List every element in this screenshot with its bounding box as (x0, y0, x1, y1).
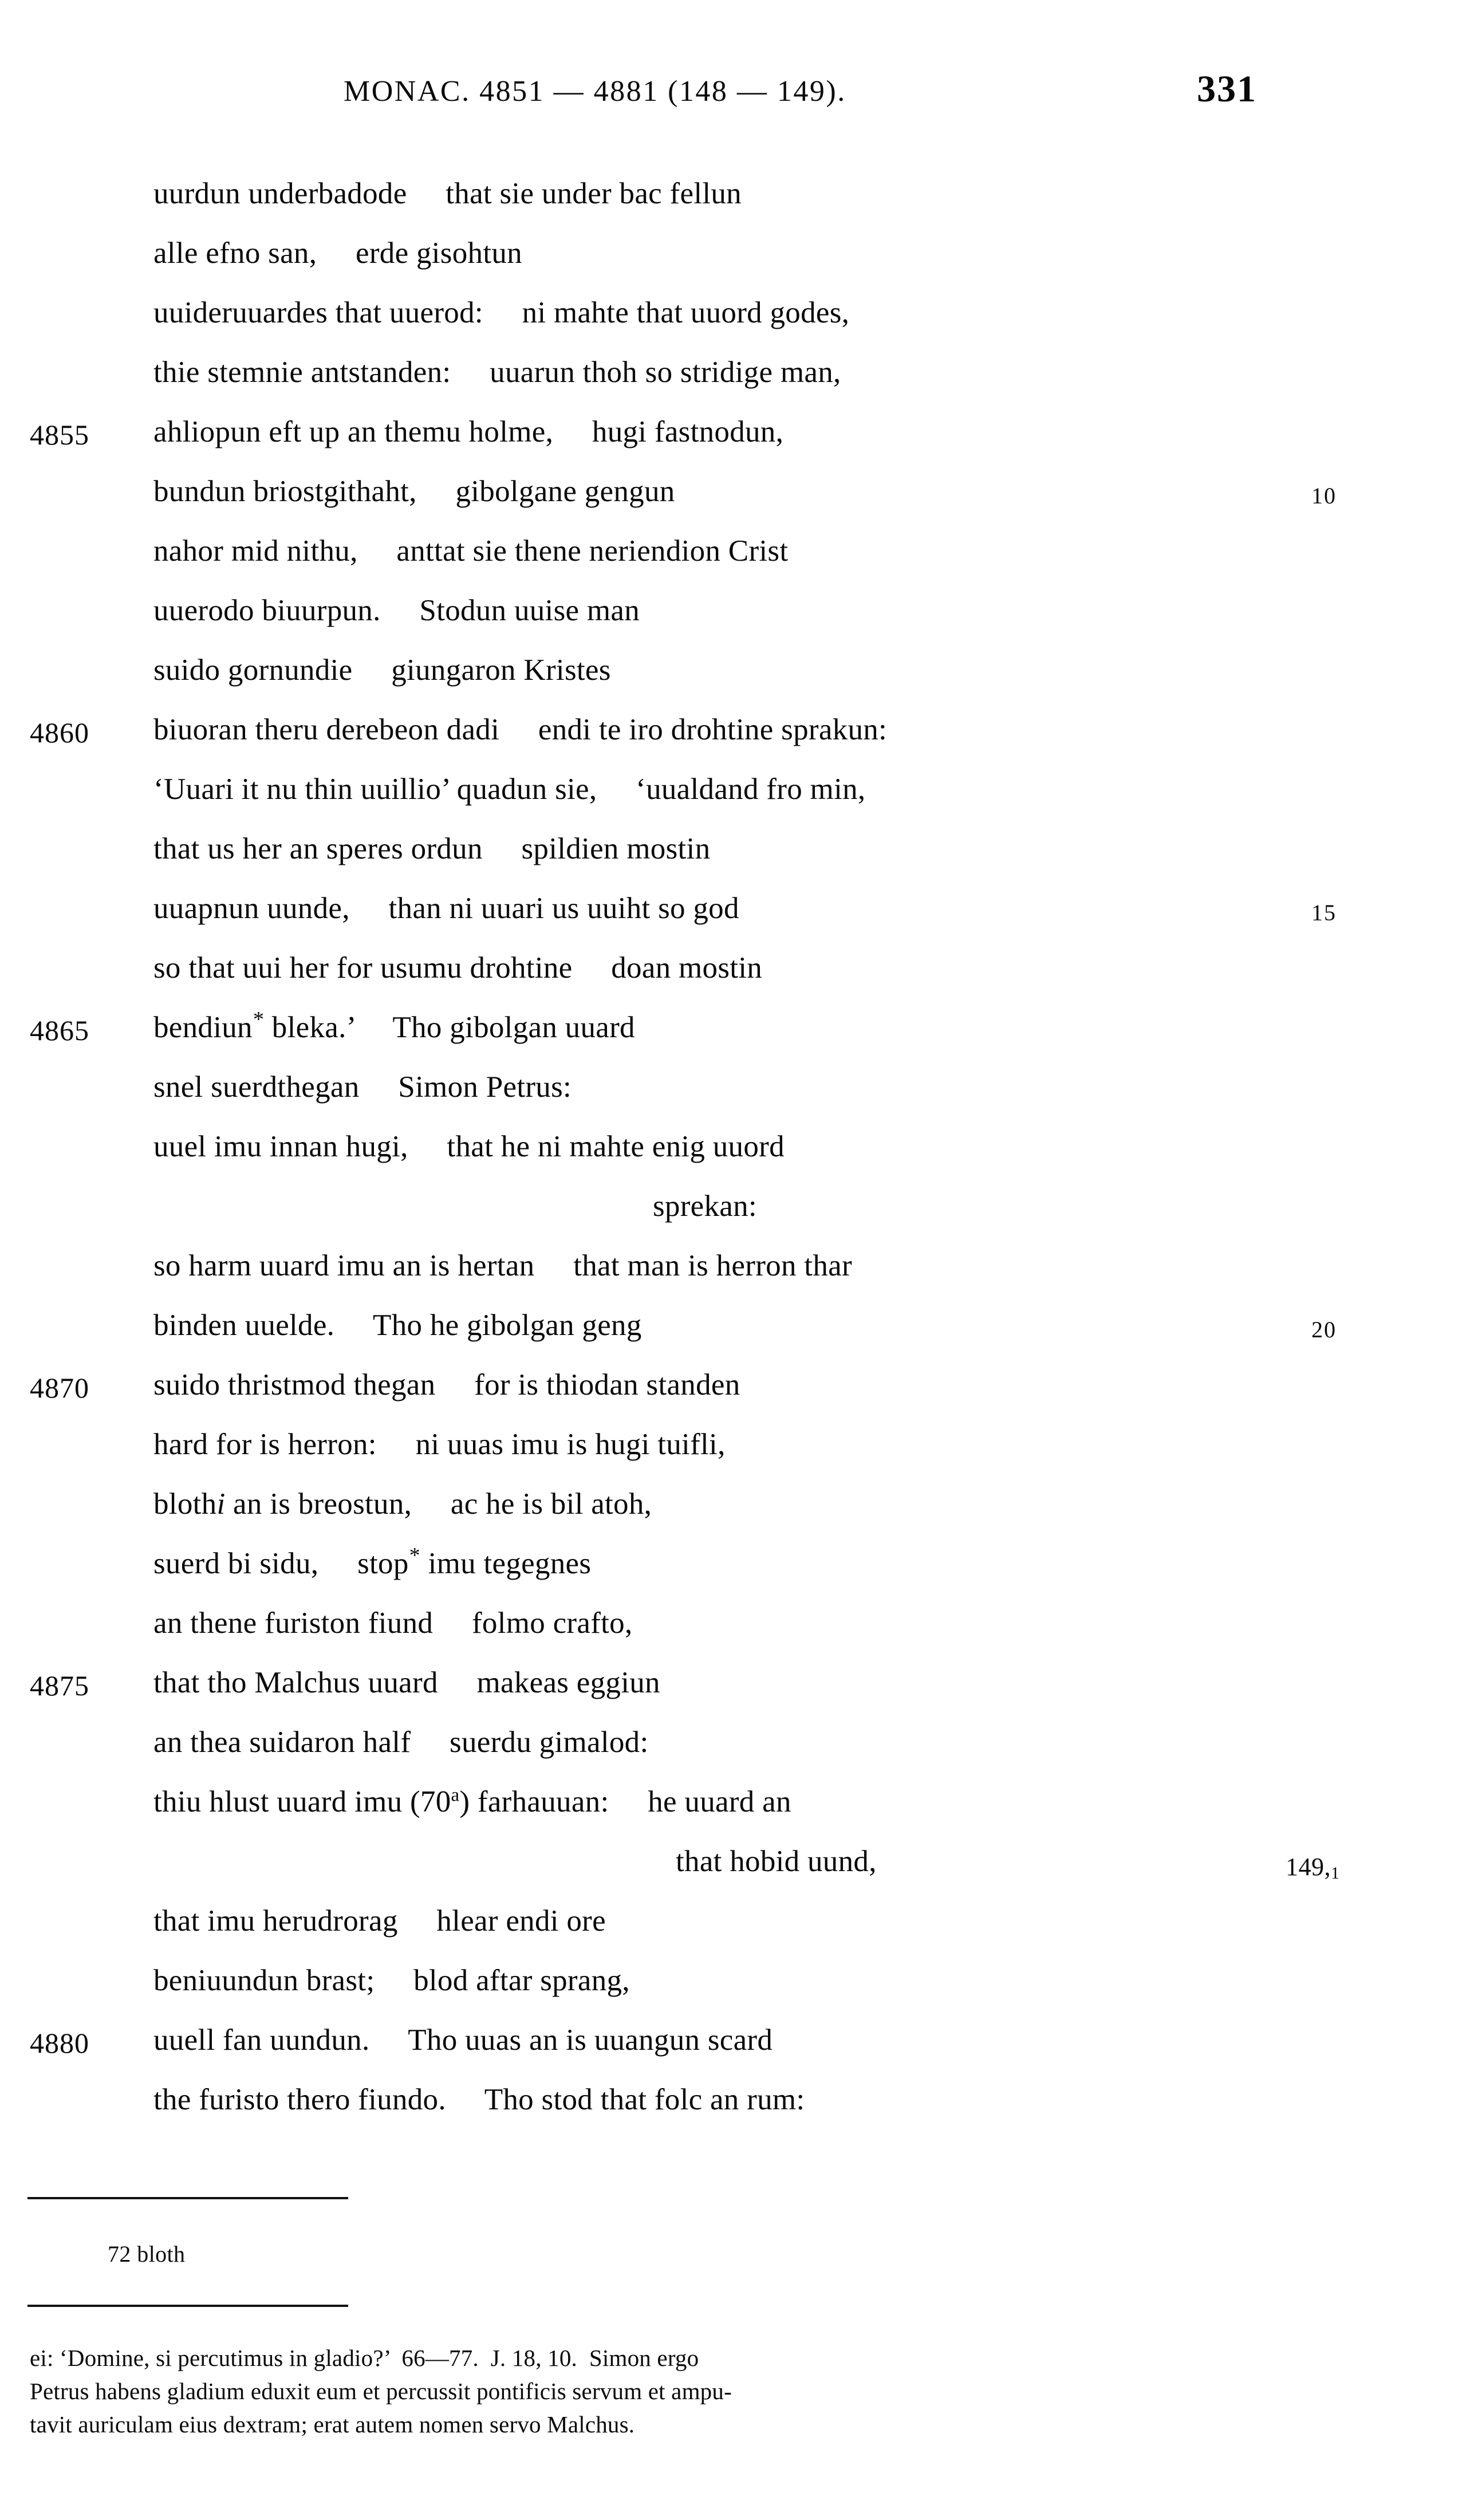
verse-line (0, 231, 1466, 291)
verse-line (0, 1661, 1466, 1720)
verse-line (0, 1423, 1466, 1482)
verse-text: that us her an speres ordun spildien mostin (153, 832, 711, 865)
verse-text: beniuundun brast; blod aftar sprang, (153, 1964, 630, 1997)
verse-text: bendiun* bleka.’ Tho gibolgan uuard (153, 1007, 635, 1044)
verse-line (0, 1006, 1466, 1065)
running-head (0, 68, 1466, 126)
verse-line (0, 172, 1466, 231)
verse-line (0, 1542, 1466, 1601)
verse-line (0, 1899, 1466, 1959)
footnote-asterisk-icon: * (253, 1007, 265, 1032)
verse-line (0, 351, 1466, 410)
footnote-rule-bottom (27, 2305, 348, 2307)
verse-text: sprekan: (653, 1190, 757, 1223)
verse-line (0, 1184, 1466, 1244)
verse-text: uurdun underbadode that sie under bac fellun (153, 177, 742, 210)
verse-text: so that uui her for usumu drohtine doan mostin (153, 951, 763, 985)
verse-line (0, 1959, 1466, 2018)
italic-letter: i (216, 1487, 226, 1521)
verse-text: that hobid uund, (676, 1845, 877, 1878)
verse-line (0, 1720, 1466, 1780)
apparatus-line-2: Petrus habens gladium eduxit eum et percussit pontificis servum et ampu- (30, 2378, 732, 2404)
verse-text: snel suerdthegan Simon Petrus: (153, 1070, 572, 1104)
verse-text: blothi an is breostun, ac he is bil atoh, (153, 1487, 652, 1521)
verse-line (0, 589, 1466, 648)
verse-line-number: 4855 (30, 419, 89, 451)
margin-marker: 149,1 (1286, 1853, 1340, 1883)
verse-text: ahliopun eft up an themu holme, hugi fastnodun, (153, 415, 784, 448)
verse-line (0, 291, 1466, 351)
footnote-rule-top (27, 2197, 348, 2199)
verse-line (0, 1601, 1466, 1661)
verse-line (0, 827, 1466, 887)
verse-text: thiu hlust uuard imu (70$^a$) farhauuan: he uuard an (153, 1785, 791, 1818)
verse-line (0, 1363, 1466, 1423)
verse-line (0, 946, 1466, 1006)
verse-line (0, 648, 1466, 708)
margin-marker: 20 (1311, 1317, 1337, 1342)
verse-text: the furisto thero fiundo. Tho stod that folc an rum: (153, 2083, 805, 2116)
verse-line (0, 1244, 1466, 1304)
footnote-asterisk-icon: * (409, 1544, 421, 1568)
latin-apparatus (30, 2341, 1358, 2441)
verse-line (0, 1482, 1466, 1542)
verse-line (0, 2078, 1466, 2137)
verse-line-number: 4875 (30, 1670, 89, 1702)
verse-text: that imu herudrorag hlear endi ore (153, 1904, 606, 1938)
verse-text: suido gornundie giungaron Kristes (153, 653, 611, 687)
verse-text: bundun briostgithaht, gibolgane gengun (153, 475, 675, 508)
verse-text: hard for is herron: ni uuas imu is hugi tuifli, (153, 1428, 726, 1461)
verse-line (0, 708, 1466, 767)
verse-line (0, 470, 1466, 529)
verse-line-number: 4870 (30, 1372, 89, 1404)
verse-line-number: 4860 (30, 716, 89, 749)
verse-line-number: 4865 (30, 1014, 89, 1046)
verse-line (0, 767, 1466, 827)
verse-text: thie stemnie antstanden: uuarun thoh so stridige man, (153, 356, 841, 389)
running-head-title: MONAC. 4851 — 4881 (148 — 149). (344, 75, 846, 108)
verse-line (0, 410, 1466, 470)
apparatus-line-1: ei: ‘Domine, si percutimus in gladio?’ 66—77. J. 18, 10. Simon ergo (30, 2345, 699, 2371)
page-number: 331 (1197, 68, 1257, 110)
verse-text: an thea suidaron half suerdu gimalod: (153, 1726, 649, 1759)
margin-marker: 15 (1311, 900, 1337, 926)
verse-text: nahor mid nithu, anttat sie thene neriendion Crist (153, 534, 789, 568)
margin-marker: 10 (1311, 483, 1337, 509)
verse-block (0, 172, 1466, 2137)
verse-text: uuell fan uundun. Tho uuas an is uuangun scard (153, 2023, 773, 2057)
margin-marker-subscript: 1 (1331, 1864, 1340, 1883)
verse-text: that tho Malchus uuard makeas eggiun (153, 1666, 660, 1699)
verse-text: uuerodo biuurpun. Stodun uuise man (153, 594, 640, 627)
verse-text: ‘Uuari it nu thin uuillio’ quadun sie, ‘uualdand fro min, (153, 773, 866, 806)
apparatus-line-3: tavit auriculam eius dextram; erat autem nomen servo Malchus. (30, 2411, 635, 2438)
verse-line (0, 1065, 1466, 1125)
verse-line (0, 2018, 1466, 2078)
verse-text: suerd bi sidu, stop* imu tegegnes (153, 1544, 592, 1580)
verse-line (0, 1125, 1466, 1184)
verse-text: uuapnun uunde, than ni uuari us uuiht so god (153, 892, 739, 925)
verse-line-number: 4880 (30, 2027, 89, 2059)
verse-text: suido thristmod thegan for is thiodan standen (153, 1368, 740, 1401)
verse-text: uuideruuardes that uuerod: ni mahte that uuord godes, (153, 296, 850, 329)
superscript-folio-marker: a (451, 1785, 460, 1806)
verse-text: an thene furiston fiund folmo crafto, (153, 1606, 633, 1640)
verse-text: alle efno san, erde gisohtun (153, 237, 522, 270)
verse-line (0, 887, 1466, 946)
verse-line (0, 1304, 1466, 1363)
verse-text: binden uuelde. Tho he gibolgan geng (153, 1309, 642, 1342)
verse-line (0, 1840, 1466, 1899)
verse-text: so harm uuard imu an is hertan that man is herron thar (153, 1249, 852, 1282)
verse-text: biuoran theru derebeon dadi endi te iro drohtine sprakun: (153, 713, 888, 746)
footnote-text: 72 bloth (108, 2241, 186, 2267)
verse-line (0, 1780, 1466, 1840)
verse-text: uuel imu innan hugi, that he ni mahte enig uuord (153, 1130, 785, 1163)
verse-line (0, 529, 1466, 589)
